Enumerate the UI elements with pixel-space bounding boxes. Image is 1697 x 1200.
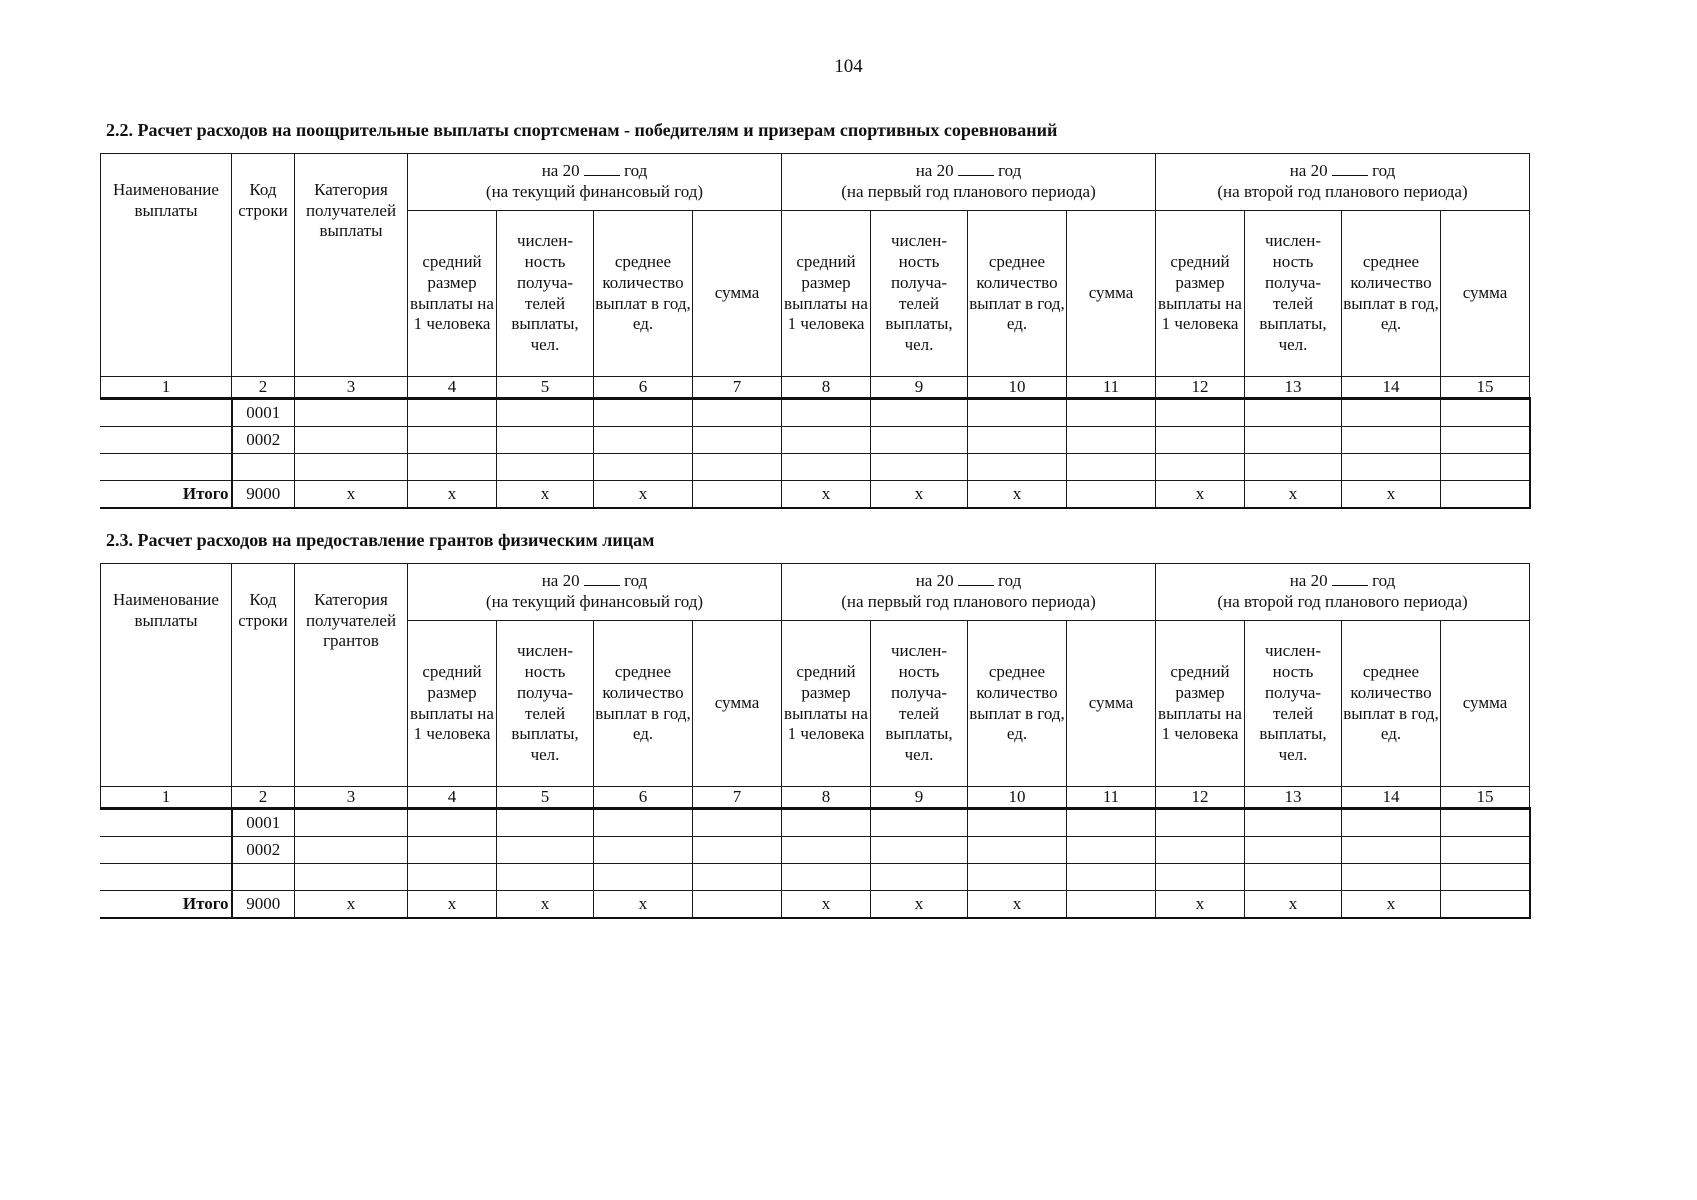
total-row bbox=[101, 891, 1530, 919]
col-number: 14 bbox=[1342, 787, 1441, 809]
period-header bbox=[1156, 154, 1530, 211]
cell-value[interactable] bbox=[408, 427, 497, 454]
col-number: 2 bbox=[232, 787, 295, 809]
year-blank-line bbox=[1332, 161, 1368, 176]
cell-value[interactable] bbox=[968, 399, 1067, 427]
col-header-name: Наименование выплаты bbox=[101, 564, 232, 787]
cell-value[interactable] bbox=[1441, 809, 1530, 837]
cell-value[interactable] bbox=[871, 837, 968, 864]
sub-col-header: среднее количество выплат в год, ед. bbox=[1342, 621, 1441, 787]
cell-value[interactable] bbox=[1342, 837, 1441, 864]
period-year-suffix: год bbox=[1372, 161, 1396, 181]
cell-value[interactable] bbox=[1156, 809, 1245, 837]
col-number: 5 bbox=[497, 787, 594, 809]
total-row bbox=[101, 481, 1530, 509]
cell-value[interactable] bbox=[295, 864, 408, 891]
cell-value[interactable] bbox=[782, 864, 871, 891]
cell-code bbox=[232, 454, 295, 481]
sub-col-header: среднее количество выплат в год, ед. bbox=[968, 621, 1067, 787]
year-blank-line bbox=[584, 161, 620, 176]
period-year-prefix: на 20 bbox=[541, 571, 580, 591]
page-number: 104 bbox=[834, 56, 863, 77]
cell-value[interactable] bbox=[594, 809, 693, 837]
year-blank-line bbox=[958, 161, 994, 176]
cell-value[interactable] bbox=[295, 809, 408, 837]
sub-col-header: среднее количество выплат в год, ед. bbox=[1342, 211, 1441, 377]
total-cell: x bbox=[295, 891, 408, 919]
table-row bbox=[101, 864, 1530, 891]
cell-value[interactable] bbox=[782, 809, 871, 837]
section-2-3-title: 2.3. Расчет расходов на предоставление грантов физическим лицам bbox=[106, 530, 655, 550]
total-cell: x bbox=[871, 891, 968, 919]
cell-code: 0002 bbox=[232, 837, 295, 864]
cell-value[interactable] bbox=[693, 454, 782, 481]
period-year-suffix: год bbox=[624, 571, 648, 591]
cell-value[interactable] bbox=[693, 399, 782, 427]
cell-value[interactable] bbox=[1067, 399, 1156, 427]
table-row bbox=[101, 399, 1530, 427]
period-header bbox=[782, 564, 1156, 621]
cell-value[interactable] bbox=[1441, 837, 1530, 864]
cell-code: 0001 bbox=[232, 399, 295, 427]
sub-col-header: сумма bbox=[693, 211, 782, 377]
col-number: 7 bbox=[693, 377, 782, 399]
cell-value[interactable] bbox=[782, 427, 871, 454]
col-number: 4 bbox=[408, 787, 497, 809]
cell-value[interactable] bbox=[1245, 454, 1342, 481]
cell-value[interactable] bbox=[1067, 809, 1156, 837]
sub-col-header: среднее количество выплат в год, ед. bbox=[594, 211, 693, 377]
cell-value[interactable] bbox=[693, 809, 782, 837]
sub-col-header: среднее количество выплат в год, ед. bbox=[968, 211, 1067, 377]
period-year-prefix: на 20 bbox=[541, 161, 580, 181]
sub-col-header: числен-ность получа-телей выплаты, чел. bbox=[497, 211, 594, 377]
total-cell: x bbox=[594, 481, 693, 509]
col-number: 12 bbox=[1156, 377, 1245, 399]
sub-col-header: числен-ность получа-телей выплаты, чел. bbox=[871, 621, 968, 787]
cell-code: 0001 bbox=[232, 809, 295, 837]
sub-col-header: средний размер выплаты на 1 человека bbox=[782, 621, 871, 787]
cell-value[interactable] bbox=[1067, 837, 1156, 864]
total-code: 9000 bbox=[232, 891, 295, 919]
table-row bbox=[101, 454, 1530, 481]
sub-col-header: сумма bbox=[1067, 621, 1156, 787]
col-header-category: Категория получателей грантов bbox=[295, 564, 408, 787]
col-header-code: Код строки bbox=[232, 564, 295, 787]
cell-value[interactable] bbox=[594, 454, 693, 481]
cell-value[interactable] bbox=[497, 399, 594, 427]
col-number: 15 bbox=[1441, 787, 1530, 809]
cell-name[interactable] bbox=[101, 427, 232, 454]
cell-value[interactable] bbox=[1245, 809, 1342, 837]
cell-code: 0002 bbox=[232, 427, 295, 454]
year-blank-line bbox=[1332, 571, 1368, 586]
total-cell: x bbox=[968, 481, 1067, 509]
total-cell: x bbox=[1156, 481, 1245, 509]
total-cell: x bbox=[1156, 891, 1245, 919]
total-cell: x bbox=[1342, 891, 1441, 919]
col-number: 3 bbox=[295, 377, 408, 399]
col-number: 7 bbox=[693, 787, 782, 809]
cell-value[interactable] bbox=[693, 427, 782, 454]
cell-value[interactable] bbox=[497, 454, 594, 481]
cell-name[interactable] bbox=[101, 809, 232, 837]
cell-value[interactable] bbox=[871, 427, 968, 454]
period-subtitle: (на текущий финансовый год) bbox=[485, 182, 704, 201]
cell-value[interactable] bbox=[497, 864, 594, 891]
col-number: 8 bbox=[782, 377, 871, 399]
cell-value[interactable] bbox=[871, 864, 968, 891]
period-header bbox=[408, 564, 782, 621]
sub-col-header: сумма bbox=[1441, 211, 1530, 377]
cell-value[interactable] bbox=[1245, 864, 1342, 891]
cell-value[interactable] bbox=[968, 454, 1067, 481]
sub-col-header: числен-ность получа-телей выплаты, чел. bbox=[871, 211, 968, 377]
col-number: 2 bbox=[232, 377, 295, 399]
period-subtitle: (на текущий финансовый год) bbox=[485, 592, 704, 611]
total-cell[interactable] bbox=[693, 891, 782, 919]
cell-value[interactable] bbox=[1156, 864, 1245, 891]
cell-value[interactable] bbox=[408, 809, 497, 837]
col-header-name: Наименование выплаты bbox=[101, 154, 232, 377]
total-cell[interactable] bbox=[1441, 891, 1530, 919]
total-cell: x bbox=[782, 891, 871, 919]
cell-value[interactable] bbox=[1156, 427, 1245, 454]
col-number: 12 bbox=[1156, 787, 1245, 809]
cell-value[interactable] bbox=[594, 837, 693, 864]
cell-value[interactable] bbox=[1342, 454, 1441, 481]
sub-col-header: числен-ность получа-телей выплаты, чел. bbox=[1245, 621, 1342, 787]
cell-value[interactable] bbox=[782, 399, 871, 427]
total-label: Итого bbox=[101, 891, 232, 919]
total-cell: x bbox=[1245, 891, 1342, 919]
col-number: 4 bbox=[408, 377, 497, 399]
sub-col-header: среднее количество выплат в год, ед. bbox=[594, 621, 693, 787]
table-2-2 bbox=[100, 153, 1531, 509]
total-cell: x bbox=[1245, 481, 1342, 509]
cell-value[interactable] bbox=[1067, 864, 1156, 891]
col-header-category: Категория получателей выплаты bbox=[295, 154, 408, 377]
col-number: 11 bbox=[1067, 787, 1156, 809]
col-number: 1 bbox=[101, 787, 232, 809]
total-cell[interactable] bbox=[1067, 481, 1156, 509]
table-2-3 bbox=[100, 563, 1531, 919]
cell-value[interactable] bbox=[1441, 427, 1530, 454]
period-subtitle: (на первый год планового периода) bbox=[841, 592, 1096, 611]
cell-value[interactable] bbox=[408, 864, 497, 891]
cell-value[interactable] bbox=[1342, 427, 1441, 454]
cell-value[interactable] bbox=[1156, 399, 1245, 427]
cell-value[interactable] bbox=[1156, 454, 1245, 481]
total-cell: x bbox=[497, 891, 594, 919]
col-number: 15 bbox=[1441, 377, 1530, 399]
total-cell: x bbox=[408, 891, 497, 919]
cell-value[interactable] bbox=[408, 837, 497, 864]
table-row bbox=[101, 427, 1530, 454]
period-subtitle: (на второй год планового периода) bbox=[1217, 182, 1468, 201]
total-cell: x bbox=[594, 891, 693, 919]
cell-value[interactable] bbox=[871, 399, 968, 427]
table-row bbox=[101, 809, 1530, 837]
cell-value[interactable] bbox=[594, 399, 693, 427]
col-number: 6 bbox=[594, 787, 693, 809]
period-subtitle: (на второй год планового периода) bbox=[1217, 592, 1468, 611]
sub-col-header: сумма bbox=[1441, 621, 1530, 787]
sub-col-header: средний размер выплаты на 1 человека bbox=[408, 211, 497, 377]
cell-value[interactable] bbox=[782, 837, 871, 864]
period-year-prefix: на 20 bbox=[1289, 161, 1328, 181]
cell-name[interactable] bbox=[101, 454, 232, 481]
cell-value[interactable] bbox=[497, 837, 594, 864]
sub-col-header: средний размер выплаты на 1 человека bbox=[1156, 211, 1245, 377]
col-number: 9 bbox=[871, 377, 968, 399]
cell-name[interactable] bbox=[101, 837, 232, 864]
cell-value[interactable] bbox=[782, 454, 871, 481]
total-label: Итого bbox=[101, 481, 232, 509]
cell-value[interactable] bbox=[693, 837, 782, 864]
cell-value[interactable] bbox=[1441, 399, 1530, 427]
cell-value[interactable] bbox=[1067, 427, 1156, 454]
cell-value[interactable] bbox=[295, 837, 408, 864]
total-cell: x bbox=[782, 481, 871, 509]
total-cell: x bbox=[497, 481, 594, 509]
cell-value[interactable] bbox=[497, 809, 594, 837]
col-number: 8 bbox=[782, 787, 871, 809]
total-cell[interactable] bbox=[693, 481, 782, 509]
col-number: 14 bbox=[1342, 377, 1441, 399]
col-number: 10 bbox=[968, 787, 1067, 809]
sub-col-header: числен-ность получа-телей выплаты, чел. bbox=[497, 621, 594, 787]
cell-value[interactable] bbox=[1245, 837, 1342, 864]
cell-value[interactable] bbox=[1342, 809, 1441, 837]
cell-value[interactable] bbox=[408, 454, 497, 481]
col-number: 5 bbox=[497, 377, 594, 399]
cell-name[interactable] bbox=[101, 399, 232, 427]
period-year-prefix: на 20 bbox=[1289, 571, 1328, 591]
total-cell: x bbox=[408, 481, 497, 509]
period-header bbox=[408, 154, 782, 211]
table-row bbox=[101, 837, 1530, 864]
cell-value[interactable] bbox=[968, 809, 1067, 837]
cell-code bbox=[232, 864, 295, 891]
sub-col-header: средний размер выплаты на 1 человека bbox=[782, 211, 871, 377]
col-header-code: Код строки bbox=[232, 154, 295, 377]
sub-col-header: числен-ность получа-телей выплаты, чел. bbox=[1245, 211, 1342, 377]
cell-value[interactable] bbox=[968, 864, 1067, 891]
period-year-prefix: на 20 bbox=[915, 571, 954, 591]
total-cell: x bbox=[968, 891, 1067, 919]
cell-value[interactable] bbox=[408, 399, 497, 427]
sub-col-header: средний размер выплаты на 1 человека bbox=[1156, 621, 1245, 787]
period-year-suffix: год bbox=[1372, 571, 1396, 591]
cell-value[interactable] bbox=[693, 864, 782, 891]
col-number: 6 bbox=[594, 377, 693, 399]
cell-value[interactable] bbox=[968, 427, 1067, 454]
cell-name[interactable] bbox=[101, 864, 232, 891]
col-number: 9 bbox=[871, 787, 968, 809]
cell-value[interactable] bbox=[1156, 837, 1245, 864]
cell-value[interactable] bbox=[295, 427, 408, 454]
period-year-prefix: на 20 bbox=[915, 161, 954, 181]
sub-col-header: сумма bbox=[693, 621, 782, 787]
cell-value[interactable] bbox=[1441, 454, 1530, 481]
total-cell: x bbox=[871, 481, 968, 509]
cell-value[interactable] bbox=[1245, 427, 1342, 454]
period-year-suffix: год bbox=[624, 161, 648, 181]
cell-value[interactable] bbox=[871, 809, 968, 837]
sub-col-header: сумма bbox=[1067, 211, 1156, 377]
cell-value[interactable] bbox=[1245, 399, 1342, 427]
period-year-suffix: год bbox=[998, 571, 1022, 591]
period-year-suffix: год bbox=[998, 161, 1022, 181]
cell-value[interactable] bbox=[871, 454, 968, 481]
period-header bbox=[1156, 564, 1530, 621]
col-number: 1 bbox=[101, 377, 232, 399]
cell-value[interactable] bbox=[1342, 864, 1441, 891]
col-number: 13 bbox=[1245, 377, 1342, 399]
col-number: 3 bbox=[295, 787, 408, 809]
total-cell: x bbox=[1342, 481, 1441, 509]
cell-value[interactable] bbox=[968, 837, 1067, 864]
year-blank-line bbox=[584, 571, 620, 586]
col-number: 13 bbox=[1245, 787, 1342, 809]
total-code: 9000 bbox=[232, 481, 295, 509]
period-header bbox=[782, 154, 1156, 211]
cell-value[interactable] bbox=[295, 399, 408, 427]
sub-col-header: средний размер выплаты на 1 человека bbox=[408, 621, 497, 787]
section-2-2-title: 2.2. Расчет расходов на поощрительные выплаты спортсменам - победителям и призерам спортивных соревнований bbox=[106, 120, 1058, 140]
cell-value[interactable] bbox=[594, 864, 693, 891]
cell-value[interactable] bbox=[295, 454, 408, 481]
total-cell: x bbox=[295, 481, 408, 509]
cell-value[interactable] bbox=[1441, 864, 1530, 891]
period-subtitle: (на первый год планового периода) bbox=[841, 182, 1096, 201]
total-cell[interactable] bbox=[1067, 891, 1156, 919]
col-number: 10 bbox=[968, 377, 1067, 399]
cell-value[interactable] bbox=[594, 427, 693, 454]
total-cell[interactable] bbox=[1441, 481, 1530, 509]
cell-value[interactable] bbox=[1067, 454, 1156, 481]
cell-value[interactable] bbox=[497, 427, 594, 454]
year-blank-line bbox=[958, 571, 994, 586]
col-number: 11 bbox=[1067, 377, 1156, 399]
cell-value[interactable] bbox=[1342, 399, 1441, 427]
